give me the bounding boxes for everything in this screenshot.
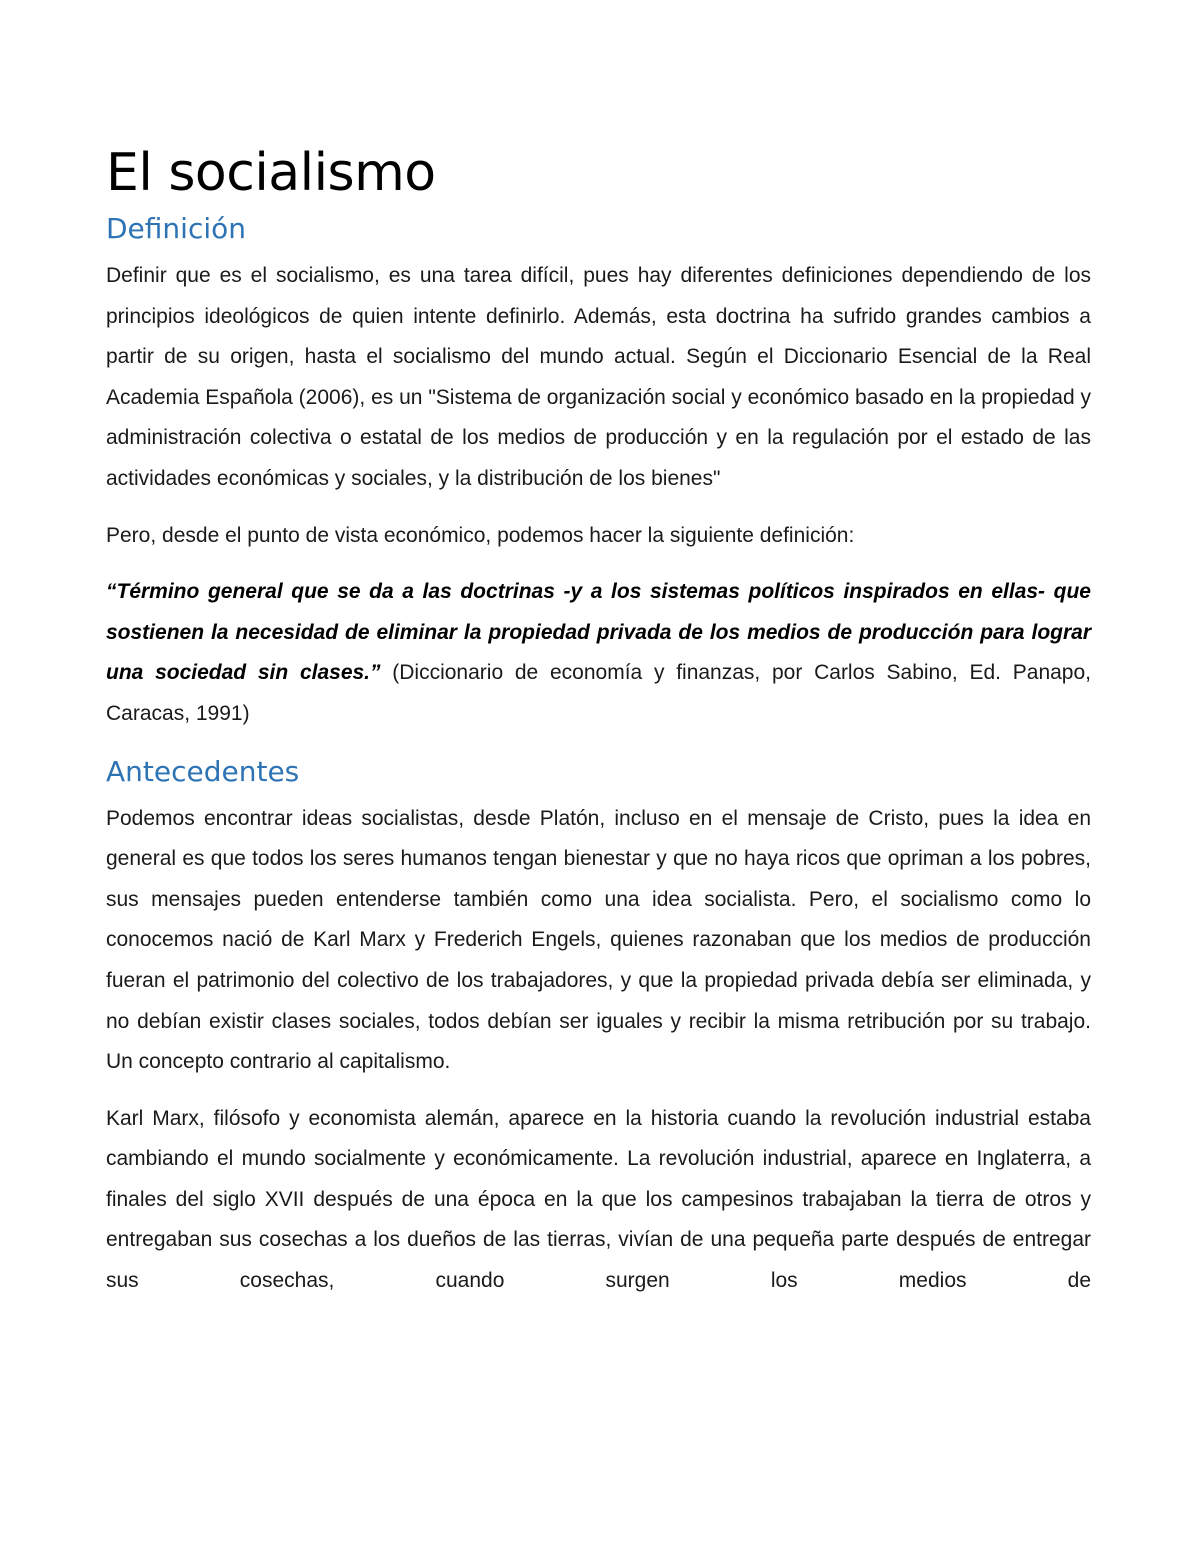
- antecedentes-paragraph-1: Podemos encontrar ideas socialistas, desde Platón, incluso en el mensaje de Cristo, pues la idea en general es que todos los seres humanos tengan bienestar y que no haya ricos que opriman a los pobres, sus mensajes pueden entenderse también como una idea socialista. Pero, el socialismo como lo conocemos nació de Karl Marx y Frederich Engels, quienes razonaban que los medios de producción fueran el patrimonio del colectivo de los trabajadores, y que la propiedad privada debía ser eliminada, y no debían existir clases sociales, todos debían ser iguales y recibir la misma retribución por su trabajo. Un concepto contrario al capitalismo.: [106, 806, 1091, 1074]
- definicion-paragraph-1: Definir que es el socialismo, es una tarea difícil, pues hay diferentes definiciones dependiendo de los principios ideológicos de quien intente definirlo. Además, esta doctrina ha sufrido grandes cambios a partir de su origen, hasta el socialismo del mundo actual. Según el Diccionario Esencial de la Real Academia Española (2006), es un "Sistema de organización social y económico basado en la propiedad y administración colectiva o estatal de los medios de producción y en la regulación por el estado de las actividades económicas y sociales, y la distribución de los bienes": [106, 264, 1091, 490]
- section-heading-antecedentes: Antecedentes: [106, 754, 300, 788]
- definicion-quote-source: (Diccionario de economía y finanzas, por Carlos Sabino, Ed. Panapo, Caracas, 1991): [106, 661, 1091, 725]
- definicion-paragraph-2: Pero, desde el punto de vista económico, podemos hacer la siguiente definición:: [106, 523, 855, 547]
- section-heading-definicion: Definición: [106, 212, 246, 245]
- definicion-quote: “Término general que se da a las doctrinas -y a los sistemas políticos inspirados en ellas- que sostienen la necesidad de eliminar la propiedad privada de los medios de producción para lograr una sociedad sin clases.”: [106, 580, 1091, 685]
- antecedentes-paragraph-2: Karl Marx, filósofo y economista alemán, aparece en la historia cuando la revolución industrial estaba cambiando el mundo socialmente y económicamente. La revolución industrial, aparece en Inglaterra, a finales del siglo XVII después de una época en la que los campesinos trabajaban la tierra de otros y entregaban sus cosechas a los dueños de las tierras, vivían de una pequeña parte después de entregar sus cosechas, cuando surgen los medios de: [106, 1106, 1091, 1293]
- document-title: El socialismo: [106, 143, 436, 203]
- definicion-quote-paragraph: [106, 572, 1091, 734]
- document-page: [106, 138, 1091, 1318]
